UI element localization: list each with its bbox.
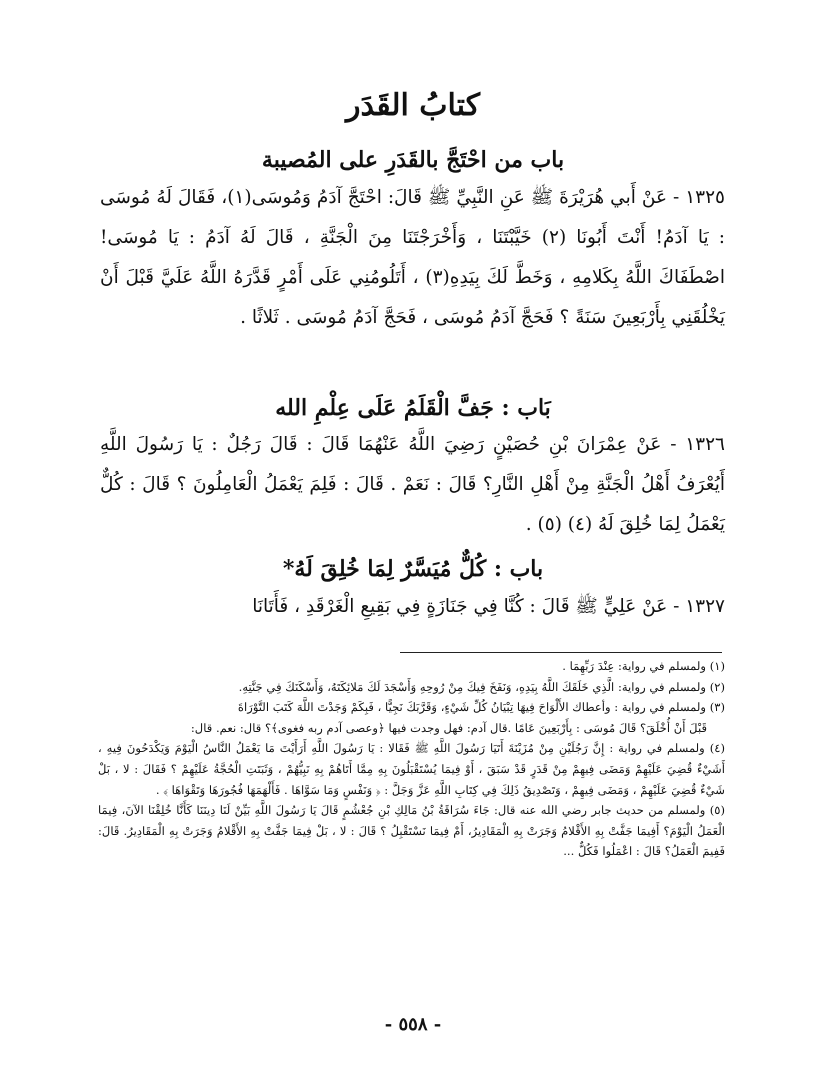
hadith-text: ١٣٢٥ - عَنْ أَبي هُرَيْرَةَ ﷺ عَنِ النَّبِيِّ ﷺ قَالَ: احْتَجَّ آدَمُ وَمُوسَى(١)، فَقَالَ لَهُ مُوسَى : يَا آدَمُ! أَنْتَ أَبُونَا (٢) خَيَّبْتَنَا ، وَأَخْرَجْتَنَا مِنَ الْجَنَّةِ ، قَالَ لَهُ آدَمُ : يَا مُوسَى! اصْطَفَاكَ اللَّهُ بِكَلامِهِ ، وَخَطَّ لَكَ بِيَدِهِ(٣) ، أَتَلُومُنِي عَلَى أَمْرٍ قَدَّرَهُ اللَّهُ عَلَيَّ قَبْلَ أَنْ يَخْلُقَنِي بِأَرْبَعِينَ سَنَةً ؟ فَحَجَّ آدَمُ مُوسَى ، فَحَجَّ آدَمُ مُوسَى . ثَلاثًا .: [100, 187, 725, 328]
hadith-text: ١٣٢٧ - عَنْ عَلِيٍّ ﷺ قَالَ : كُنَّا فِي جَنَازَةٍ فِي بَقِيعِ الْغَرْقَدِ ، فَأَتَانَا: [252, 596, 725, 617]
hadith-text: ١٣٢٦ - عَنْ عِمْرَانَ بْنِ حُصَيْنٍ رَضِيَ اللَّهُ عَنْهُمَا قَالَ : قَالَ رَجُلٌ : يَا رَسُولَ اللَّهِ أَيُعْرَفُ أَهْلُ الْجَنَّةِ مِنْ أَهْلِ النَّارِ؟ قَالَ : نَعَمْ . قَالَ : فَلِمَ يَعْمَلُ الْعَامِلُونَ ؟ قَالَ : كُلٌّ يَعْمَلُ لِمَا خُلِقَ لَهُ (٤) (٥) .: [100, 434, 725, 535]
chapter-title: كتابُ القَدَر: [345, 88, 481, 123]
section-heading-3: باب : كُلٌّ مُيَسَّرٌ لِمَا خُلِقَ لَهُ*: [282, 556, 544, 582]
section-heading-1: باب من احْتَجَّ بالقَدَرِ على المُصيبة: [261, 147, 565, 173]
section-heading-2: بَاب : جَفَّ الْقَلَمُ عَلَى عِلْمِ الله: [275, 395, 551, 421]
footnote-4: (٤) ولمسلم في رواية : إِنَّ رَجُلَيْنِ مِنْ مُزَيْنَةَ أَتَيَا رَسُولَ اللَّهِ ﷺ فَقَالا : يَا رَسُولَ اللَّهِ أَرَأَيْتَ مَا يَعْمَلُ النَّاسُ الْيَوْمَ وَيَكْدَحُونَ فِيهِ ، أَشَيْءٌ قُضِيَ عَلَيْهِمْ وَمَضَى فِيهِمْ مِنْ قَدَرٍ قَدْ سَبَقَ ، أَوْ فِيمَا يُسْتَقْبَلُونَ بِهِ مِمَّا أَتَاهُمْ بِهِ نَبِيُّهُمْ ، وَثَبَتَتِ الْحُجَّةُ عَلَيْهِمْ ؟ فَقَالَ : لا ، بَلْ شَيْءٌ قُضِيَ عَلَيْهِمْ ، وَمَضَى فِيهِمْ ، وَتَصْدِيقُ ذَلِكَ فِي كِتَابِ اللَّهِ عَزَّ وَجَلَّ : ﴿ وَنَفْسٍ وَمَا سَوَّاهَا . فَأَلْهَمَهَا فُجُورَهَا وَتَقْوَاهَا ﴾ .: [98, 741, 725, 797]
footnote-3: (٣) ولمسلم في رواية : وأعطاك الأَلْوَاحَ فِيهَا تِبْيَانُ كُلِّ شَيْءٍ، وَقَرَّبَكَ نَجِيًّا ، فَبِكَمْ وَجَدْتَ اللَّهَ كَتَبَ التَّوْرَاةَ: [237, 700, 725, 715]
hadith-1326: [100, 425, 725, 545]
footnote-5: (٥) ولمسلم من حديث جابر رضي الله عنه قال: جَاءَ سُرَاقَةُ بْنُ مَالِكِ بْنِ جُعْشُمٍ قَالَ يَا رَسُولَ اللَّهِ بَيِّنْ لَنَا دِينَنَا كَأَنَّا خُلِقْنَا الآنَ، فِيمَا الْعَمَلُ الْيَوْمَ؟ أَفِيمَا جَفَّتْ بِهِ الأَقْلامُ وَجَرَتْ بِهِ الْمَقَادِيرُ، أَمْ فِيمَا نَسْتَقْبِلُ ؟ قَالَ : لا ، بَلْ فِيمَا جَفَّتْ بِهِ الأَقْلامُ وَجَرَتْ بِهِ الْمَقَادِيرُ. قَالَ: فَفِيمَ الْعَمَلُ؟ قَالَ : اعْمَلُوا فَكُلٌّ ...: [98, 803, 725, 859]
footnote-1: (١) ولمسلم في رواية: عِنْدَ رَبِّهِمَا .: [562, 659, 725, 673]
hadith-1327: [100, 587, 725, 627]
page-number: - ٥٥٨ -: [384, 1014, 442, 1035]
footnote-2: (٢) ولمسلم في رواية: الَّذِي خَلَقَكَ اللَّهُ بِيَدِهِ، وَنَفَخَ فِيكَ مِنْ رُوحِهِ وَأَسْجَدَ لَكَ مَلائِكَتَهُ، وَأَسْكَنَكَ فِي جَنَّتِهِ.: [238, 679, 725, 694]
footnote-3-continuation: قَبْلَ أَنْ أُخْلَقَ؟ قَالَ مُوسَى : بِأَرْبَعِينَ عَامًا .قال آدم: فهل وجدت فيها ﴿وعصى آدم ربه فغوى﴾؟ قال: نعم. قال:: [190, 720, 707, 735]
footnote-divider: [400, 652, 722, 653]
hadith-1325: [100, 178, 725, 338]
footnotes: [98, 656, 725, 862]
